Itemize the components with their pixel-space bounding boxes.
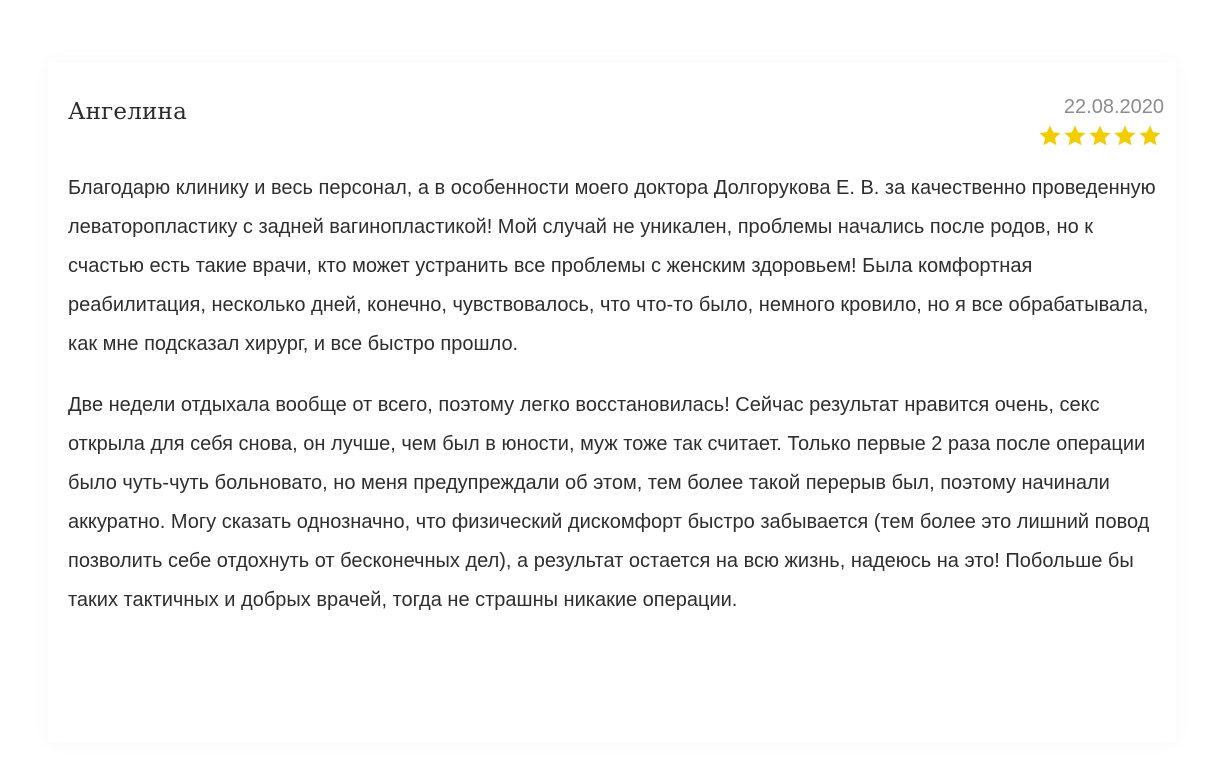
review-paragraph: Благодарю клинику и весь персонал, а в особенности моего доктора Долгорукова Е. В. за качественно проведенную леватoропластику с задней вагинопластикой! Мой случай не уникален, проблемы начались после родов, но к счастью есть такие врачи, кто может устранить все проблемы с женским здоровьем! Была комфортная реабилитация, несколько дней, конечно, чувствовалось, что что-то было, немного кровило, но я все обрабатывала, как мне подсказал хирург, и все быстро прошло. <box>68 177 1156 355</box>
star-icon <box>1088 124 1112 148</box>
star-icon <box>1063 124 1087 148</box>
star-icon <box>1138 124 1162 148</box>
star-icon <box>1038 124 1062 148</box>
review-author-name: Ангелина <box>68 99 187 125</box>
star-rating <box>1038 124 1162 148</box>
star-icon <box>1113 124 1137 148</box>
review-paragraph: Две недели отдыхала вообще от всего, поэтому легко восстановилась! Сейчас результат нравится очень, секс открыла для себя снова, он лучше, чем был в юности, муж тоже так считает. Только первые 2 раза после операции было чуть-чуть больновато, но меня предупреждали об этом, тем более такой перерыв был, поэтому начинали аккуратно. Могу сказать однозначно, что физический дискомфорт быстро забывается (тем более это лишний повод позволить себе отдохнуть от бесконечных дел), а результат остается на всю жизнь, надеюсь на это! Побольше бы таких тактичных и добрых врачей, тогда не страшны никакие операции. <box>68 394 1150 611</box>
review-card <box>48 62 1176 742</box>
review-header <box>68 96 1164 156</box>
review-text <box>68 169 1168 642</box>
review-date: 22.08.2020 <box>1063 96 1164 118</box>
